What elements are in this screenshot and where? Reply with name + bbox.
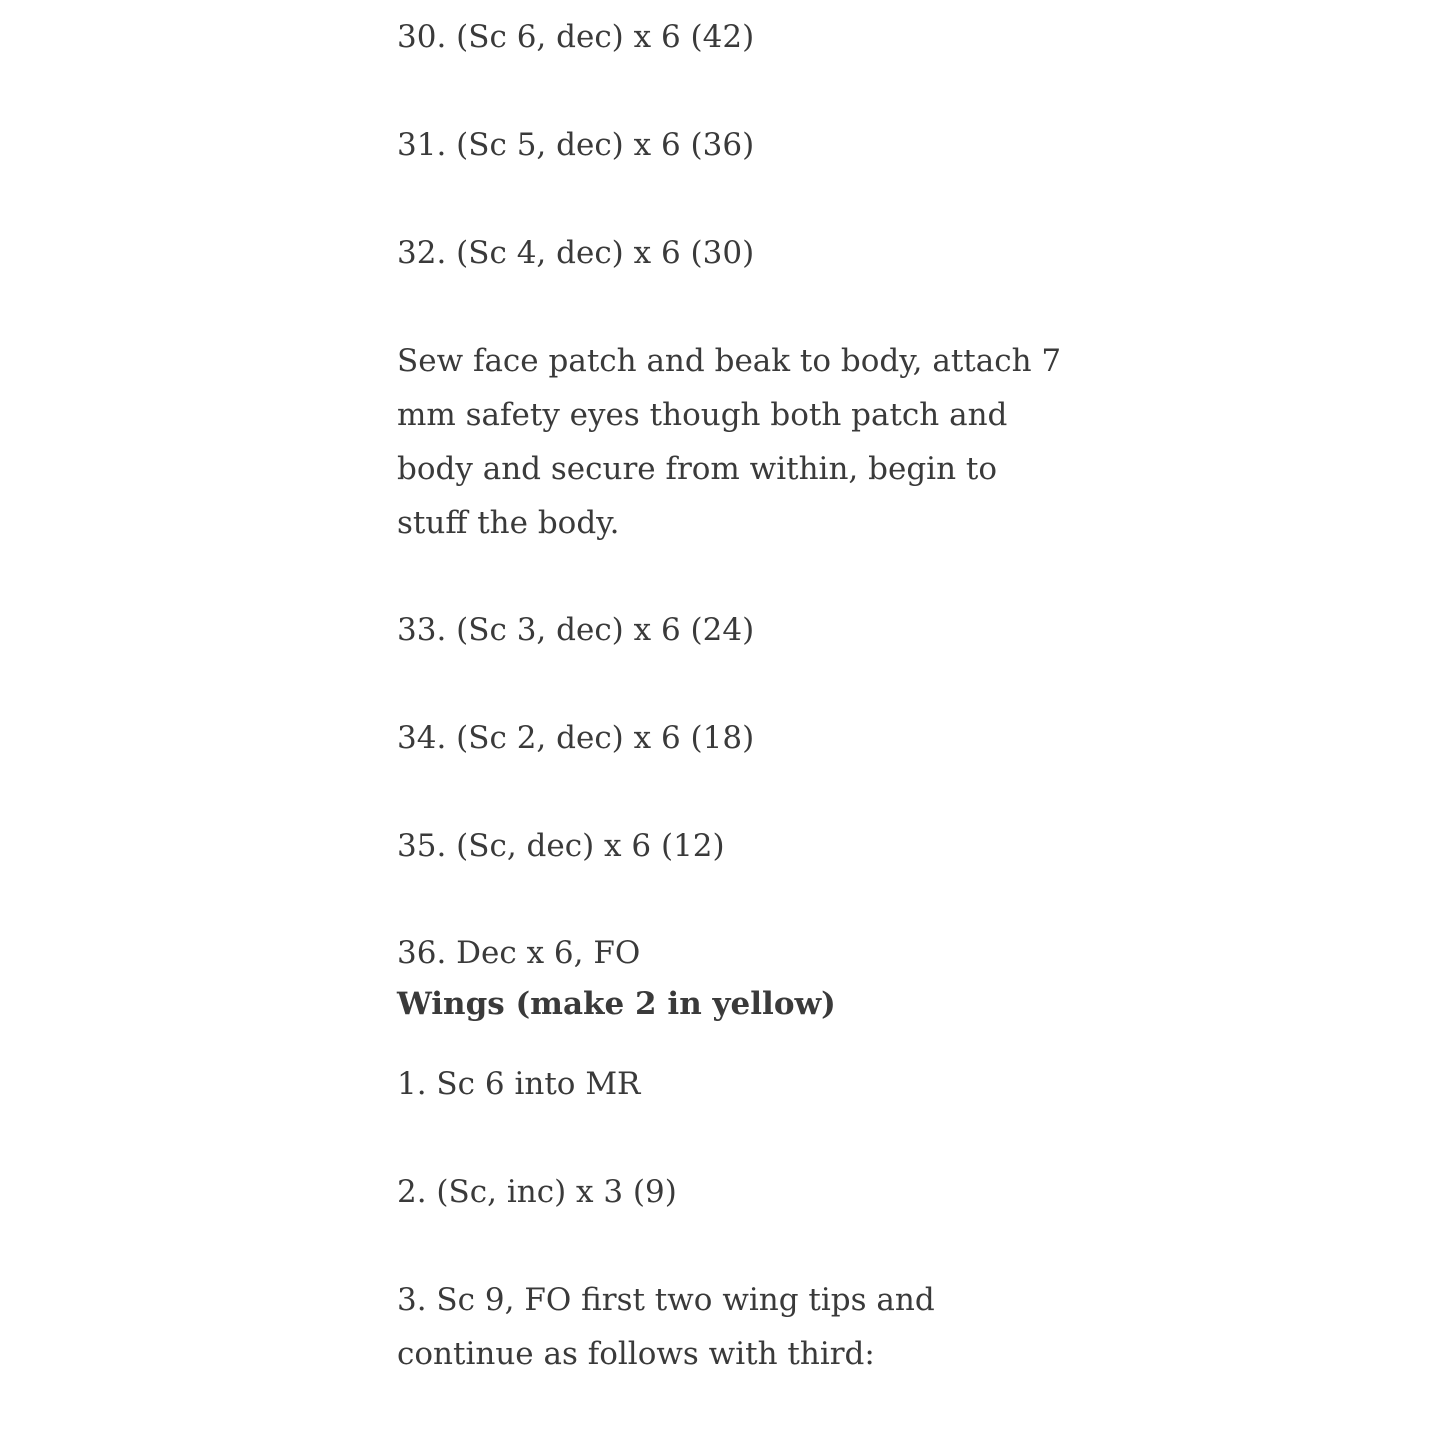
row-32: 32. (Sc 4, dec) x 6 (30)	[397, 235, 755, 271]
row-35: 35. (Sc, dec) x 6 (12)	[397, 828, 725, 864]
wings-heading: Wings (make 2 in yellow)	[397, 986, 836, 1022]
wings-row-2: 2. (Sc, inc) x 3 (9)	[397, 1174, 677, 1210]
row-30: 30. (Sc 6, dec) x 6 (42)	[397, 19, 755, 55]
row-34: 34. (Sc 2, dec) x 6 (18)	[397, 720, 755, 756]
row-33: 33. (Sc 3, dec) x 6 (24)	[397, 612, 755, 648]
row-31: 31. (Sc 5, dec) x 6 (36)	[397, 127, 755, 163]
row-36: 36. Dec x 6, FO	[397, 935, 641, 971]
assembly-instruction: Sew face patch and beak to body, attach 7 mm safety eyes though both patch and body and secure from within, begin to stuff the body.	[397, 343, 1062, 541]
wings-row-3: 3. Sc 9, FO first two wing tips and continue as follows with third:	[397, 1282, 935, 1372]
wings-row-1: 1. Sc 6 into MR	[397, 1066, 641, 1102]
